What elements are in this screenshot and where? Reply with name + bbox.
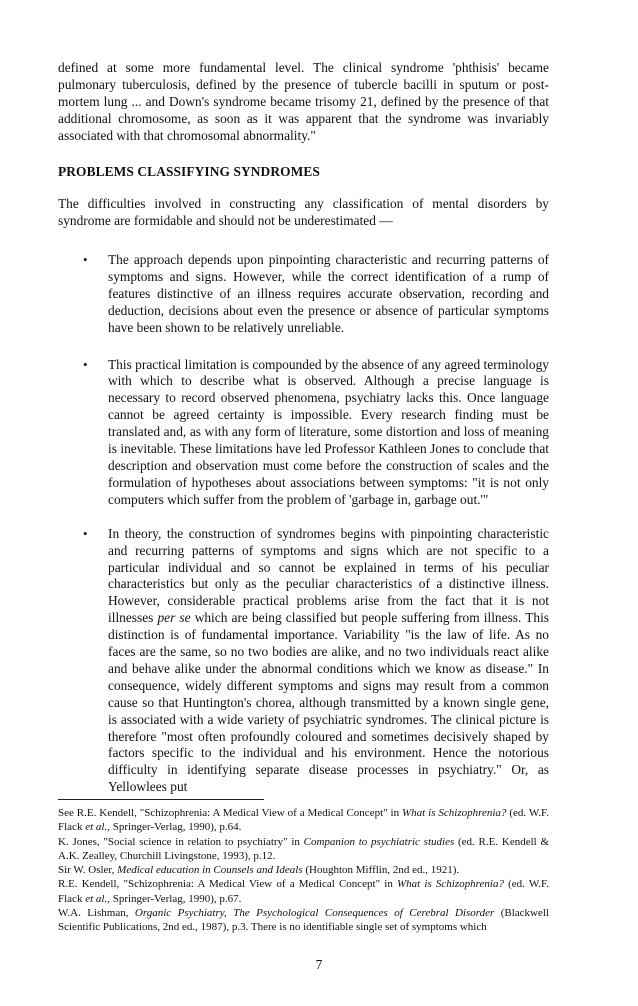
bullet-item (58, 357, 549, 509)
body-paragraph: defined at some more fundamental level. The clinical syndrome 'phthisis' became pulmonary tuberculosis, defined by the presence of tubercle bacilli in sputum or post-mortem lung ... and Down's syndrome became trisomy 21, defined by the presence of that additional chromosome, as soon as it was apparent that the syndrome was invariably associated with that chromosomal abnormality." (58, 60, 549, 143)
footnotes (58, 806, 549, 935)
section-heading: PROBLEMS CLASSIFYING SYNDROMES (58, 164, 320, 179)
footnote: Sir W. Osler, Medical education in Counsels and Ideals (Houghton Mifflin, 2nd ed., 1921). (58, 864, 460, 877)
footnote: K. Jones, "Social science in relation to psychiatry" in Companion to psychiatric studies (ed. R.E. Kendell & A.K. Zealley, Churchill Livingstone, 1993), p.12. (58, 835, 550, 862)
footnote-divider (58, 799, 264, 800)
bullet-icon: • (83, 252, 88, 267)
bullet-item (58, 252, 549, 337)
bullet-text: This practical limitation is compounded by the absence of any agreed terminology with which to describe what is observed. Although a precise language is necessary to record observed phenomena, psychiatry lacks this. Once language cannot be agreed certainty is impossible. Every research finding must be translated and, as with any form of literature, some distortion and loss of meaning is inevitable. These limitations have led Professor Kathleen Jones to conclude that description and observation must come before the construction of scales and the formulation of hypotheses about associations between symptoms: "it is not only computers which suffer from the problem of 'garbage in, garbage out.'" (108, 356, 549, 507)
bullet-item (58, 526, 549, 797)
body-paragraph: The difficulties involved in constructing any classification of mental disorders by syndrome are formidable and should not be underestimated — (58, 196, 549, 228)
footnote: R.E. Kendell, "Schizophrenia: A Medical View of a Medical Concept" in What is Schizophrenia? (ed. W.F. Flack et al., Springer-Verlag, 1990), p.67. (58, 878, 550, 905)
footnote: W.A. Lishman, Organic Psychiatry, The Psychological Consequences of Cerebral Disorder (Blackwell Scientific Publications, 2nd ed., 1987), p.3. There is no identifiable single set of symptoms which (58, 907, 549, 934)
bullet-text: The approach depends upon pinpointing characteristic and recurring patterns of symptoms and signs. However, while the correct identification of a rump of features distinctive of an illness requires accurate observation, recording and deduction, decisions about even the presence or absence of particular symptoms have been shown to be relatively unreliable. (108, 252, 549, 335)
bullet-icon: • (83, 525, 88, 541)
emphasis: per se (157, 610, 191, 626)
footnote: See R.E. Kendell, "Schizophrenia: A Medical View of a Medical Concept" in What is Schizophrenia? (ed. W.F. Flack et al., Springer-Verlag, 1990), p.64. (58, 807, 549, 834)
bullet-list (58, 252, 549, 796)
bullet-icon: • (83, 356, 88, 372)
bullet-text: In theory, the construction of syndromes begins with pinpointing characteristic and recurring patterns of symptoms and signs which are not specific to a particular individual and so cannot be explained in terms of his peculiar characteristics but only as the peculiar characteristics of a distinctive illness. However, considerable practical problems arise from the fact that it is not illnesses per se which are being classified but people suffering from illness. This distinction is of fundamental importance. Variability "is the law of life. As no faces are the same, so no two bodies are alike, and no two individuals react alike and behave alike under the abnormal conditions which we know as disease." In consequence, widely different symptoms and signs may result from a common cause so that Huntington's chorea, although transmitted by a known single gene, is associated with a wide variety of psychiatric syndromes. The clinical picture is therefore "most often profoundly coloured and sometimes decisively shaped by factors specific to the individual and his environment. Hence the notorious difficulty in identifying separate disease processes in psychiatry." Or, as Yellowlees put (108, 525, 549, 795)
page-number: 7 (315, 957, 323, 972)
